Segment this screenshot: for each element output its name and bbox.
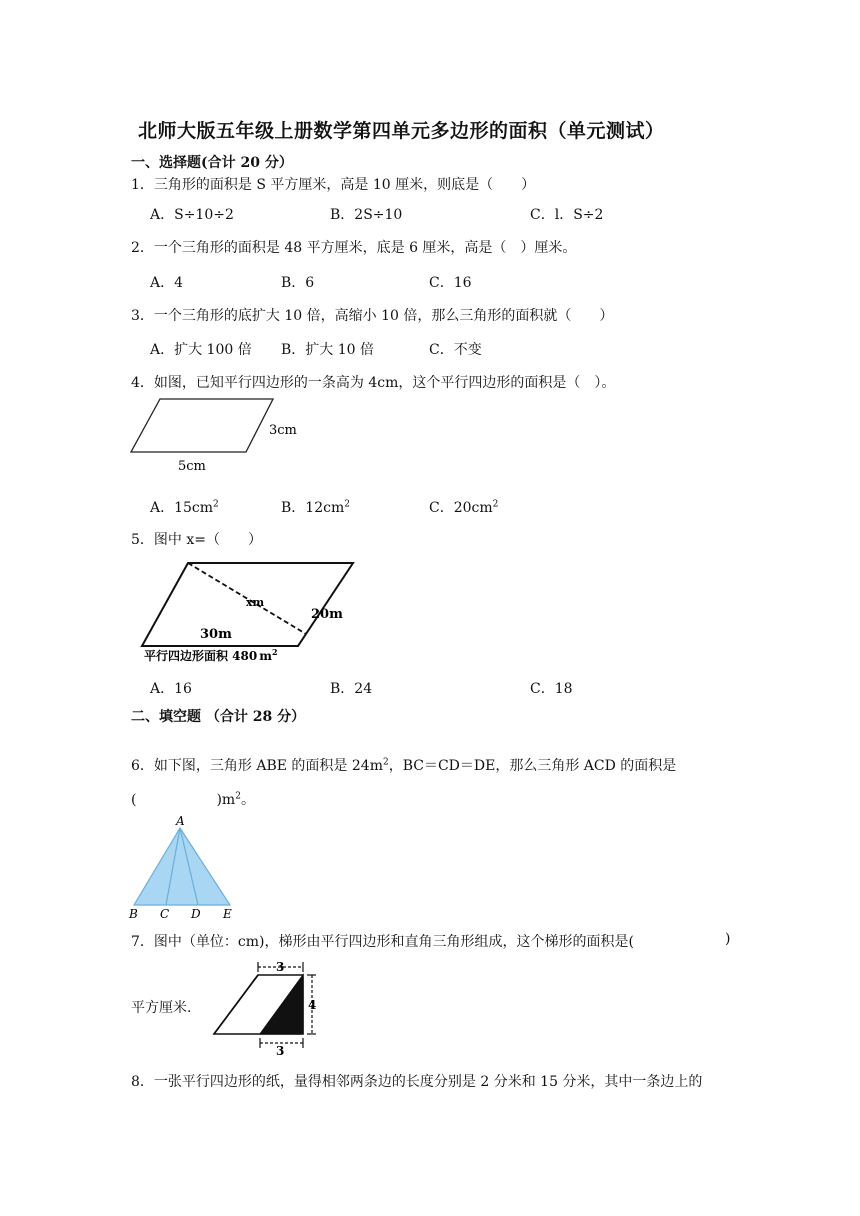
vertex-label-c: C (160, 907, 170, 921)
question-6-answer-line: ( )$m^2$。 (131, 791, 255, 808)
question-4-option-c: C．$20cm^2$ (429, 499, 499, 516)
section-heading-fill: 二、填空题 （合计 28 分） (131, 709, 306, 725)
figure-bottom-label: 3 (276, 1044, 285, 1058)
question-5-option-b: B．24 (330, 681, 373, 697)
figure-right-label: 4 (308, 998, 317, 1012)
question-1-option-a: A．S÷10÷2 (150, 207, 234, 223)
question-7-unit-line: 平方厘米. (131, 1000, 192, 1016)
figure-side-label: 3cm (269, 423, 297, 438)
parallelogram-shape (131, 399, 273, 452)
question-4-option-b: B．$12cm^2$ (281, 499, 350, 516)
question-7-text: 7．图中（单位：cm)，梯形由平行四边形和直角三角形组成，这个梯形的面积是( (131, 934, 634, 950)
question-5-option-c: C．18 (530, 681, 573, 697)
section-heading-choice: 一、选择题(合计 20 分） (131, 155, 293, 171)
figure-side-label: 20m (311, 607, 343, 622)
triangle-abe (134, 828, 230, 905)
question-6-text: 6．如下图，三角形 ABE 的面积是 $24m^2$，BC＝CD＝DE，那么三角形 ACD 的面积是 (131, 757, 677, 774)
vertex-label-e: E (223, 907, 232, 921)
question-8-text: 8．一张平行四边形的纸，量得相邻两条边的长度分别是 2 分米和 15 分米，其中一条边上的 (131, 1074, 703, 1090)
question-1-option-c: C．l．S÷2 (530, 207, 604, 223)
question-5-option-a: A．16 (150, 681, 192, 697)
question-3-option-c: C．不变 (429, 342, 482, 358)
vertex-label-a: A (176, 814, 185, 828)
question-7-close-paren: ) (725, 931, 731, 947)
figure-caption: 平行四边形面积 480 $m^2$ (144, 647, 278, 663)
vertex-label-b: B (129, 907, 138, 921)
question-1-option-b: B．2S÷10 (330, 207, 403, 223)
right-triangle-shaded (260, 975, 303, 1034)
question-2-option-a: A．4 (150, 275, 184, 291)
question-4-option-a: A．$15cm^2$ (150, 499, 219, 516)
question-3-option-b: B．扩大 10 倍 (281, 342, 375, 358)
question-2-text: 2．一个三角形的面积是 48 平方厘米，底是 6 厘米，高是（ ）厘米。 (131, 240, 577, 256)
question-6-triangle-figure (128, 812, 240, 924)
question-7-trapezoid-figure (210, 958, 325, 1058)
vertex-label-d: D (191, 907, 201, 921)
question-3-text: 3．一个三角形的底扩大 10 倍，高缩小 10 倍，那么三角形的面积就（ ） (131, 308, 614, 324)
question-5-parallelogram-figure (138, 558, 358, 668)
question-2-option-b: B．6 (281, 275, 315, 291)
question-1-text: 1．三角形的面积是 S 平方厘米，高是 10 厘米，则底是（ ） (131, 177, 536, 193)
question-2-option-c: C．16 (429, 275, 472, 291)
question-4-parallelogram-figure (128, 396, 308, 478)
question-4-text: 4．如图，已知平行四边形的一条高为 4cm，这个平行四边形的面积是（ ）。 (131, 375, 616, 391)
figure-base-label: 5cm (178, 459, 206, 474)
page-title: 北师大版五年级上册数学第四单元多边形的面积（单元测试） (138, 120, 665, 142)
question-5-text: 5．图中 x=（ ） (131, 532, 262, 548)
figure-x-label: xm (246, 596, 265, 609)
figure-top-label: 3 (276, 960, 285, 974)
question-3-option-a: A．扩大 100 倍 (150, 342, 252, 358)
figure-base-label: 30m (200, 627, 232, 642)
